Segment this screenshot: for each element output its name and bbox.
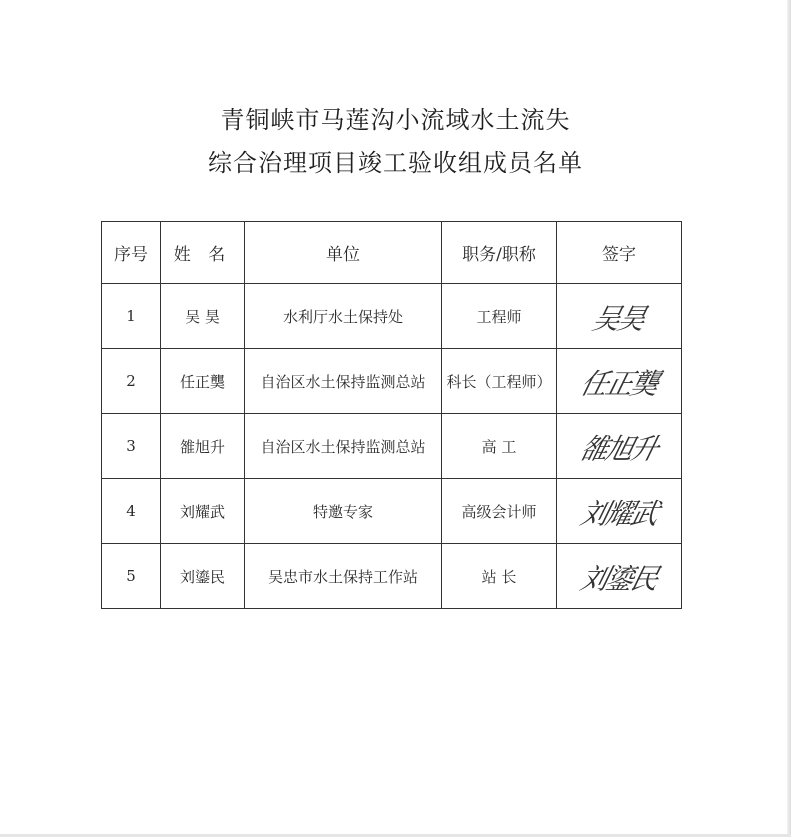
handwritten-signature: 任正龑 (576, 367, 660, 401)
cell-signature (557, 414, 682, 479)
cell-position-title: 高 工 (442, 414, 557, 479)
cell-position-title: 工程师 (442, 284, 557, 349)
handwritten-signature: 刘鎏民 (576, 562, 660, 596)
cell-signature (557, 544, 682, 609)
table-row (102, 479, 682, 544)
cell-name: 刘耀武 (161, 479, 245, 544)
cell-unit: 特邀专家 (245, 479, 442, 544)
document-title-line1: 青铜峡市马莲沟小流域水土流失 (220, 106, 571, 134)
cell-position-title: 科长（工程师） (442, 349, 557, 414)
cell-signature (557, 479, 682, 544)
cell-name: 吴 昊 (161, 284, 245, 349)
cell-name: 刘鎏民 (161, 544, 245, 609)
cell-signature (557, 284, 682, 349)
handwritten-signature: 刘耀武 (576, 497, 660, 531)
handwritten-signature: 雒旭升 (576, 432, 660, 466)
cell-unit: 吴忠市水土保持工作站 (245, 544, 442, 609)
table-header-row (102, 222, 682, 284)
cell-serial-number: 1 (102, 284, 161, 349)
table-row (102, 414, 682, 479)
cell-serial-number: 5 (102, 544, 161, 609)
cell-serial-number: 4 (102, 479, 161, 544)
cell-name: 任正龑 (161, 349, 245, 414)
cell-position-title: 高级会计师 (442, 479, 557, 544)
header-position-title: 职务/职称 (442, 222, 557, 284)
cell-serial-number: 2 (102, 349, 161, 414)
header-signature: 签字 (557, 222, 682, 284)
cell-position-title: 站 长 (442, 544, 557, 609)
cell-unit: 自治区水土保持监测总站 (245, 414, 442, 479)
header-name-label: 姓 名 (173, 245, 232, 265)
table-row (102, 349, 682, 414)
header-serial-number: 序号 (102, 222, 161, 284)
cell-name: 雒旭升 (161, 414, 245, 479)
cell-unit: 水利厅水土保持处 (245, 284, 442, 349)
document-title-line2: 综合治理项目竣工验收组成员名单 (208, 149, 583, 177)
header-unit: 单位 (245, 222, 442, 284)
cell-signature (557, 349, 682, 414)
cell-serial-number: 3 (102, 414, 161, 479)
table-row (102, 284, 682, 349)
member-roster-table (101, 221, 682, 609)
header-name (161, 222, 245, 284)
cell-unit: 自治区水土保持监测总站 (245, 349, 442, 414)
table-row (102, 544, 682, 609)
handwritten-signature: 吴昊 (589, 302, 648, 336)
